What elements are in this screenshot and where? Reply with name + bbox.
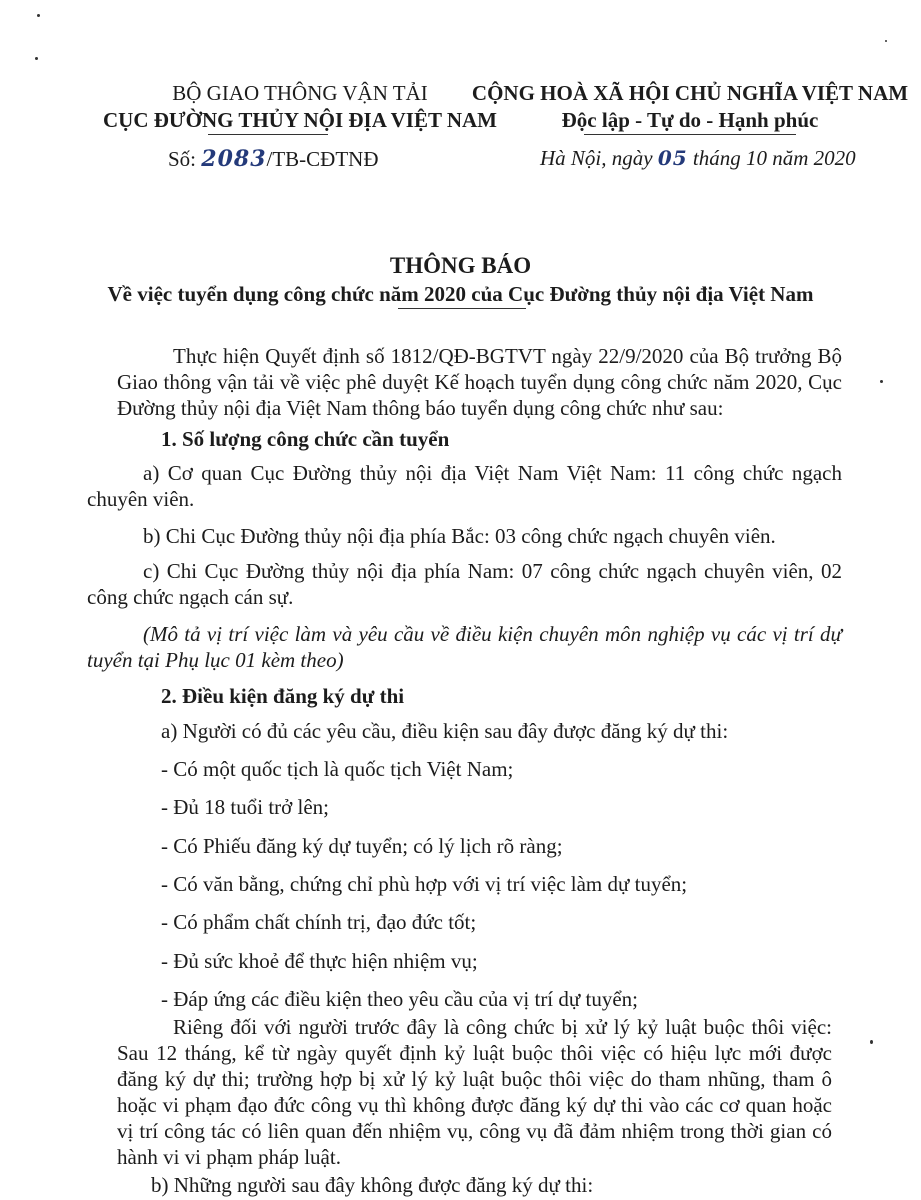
date-prefix: Hà Nội, ngày: [540, 146, 658, 170]
condition-item: - Đáp ứng các điều kiện theo yêu cầu của vị trí dự tuyển;: [161, 987, 639, 1011]
ministry-name: BỘ GIAO THÔNG VẬN TẢI: [172, 81, 428, 105]
section-1-heading: 1. Số lượng công chức cần tuyển: [161, 427, 450, 451]
section-2a: a) Người có đủ các yêu cầu, điều kiện sau đây được đăng ký dự thi:: [161, 719, 729, 743]
state-name: CỘNG HOÀ XÃ HỘI CHỦ NGHĨA VIỆT NAM: [471, 81, 909, 105]
condition-item: - Đủ sức khoẻ để thực hiện nhiệm vụ;: [161, 949, 478, 973]
document-title: THÔNG BÁO: [389, 253, 532, 278]
condition-item: - Có Phiếu đăng ký dự tuyển; có lý lịch rõ ràng;: [161, 834, 563, 858]
intro-paragraph: Thực hiện Quyết định số 1812/QĐ-BGTVT ngày 22/9/2020 của Bộ trưởng Bộ Giao thông vận tải về việc phê duyệt Kế hoạch tuyển dụng công chức năm 2020, Cục Đường thủy nội địa Việt Nam thông báo tuyển dụng công chức như sau:: [117, 344, 842, 420]
agency-name: CỤC ĐƯỜNG THỦY NỘI ĐỊA VIỆT NAM: [103, 108, 497, 132]
section-2b: b) Những người sau đây không được đăng ký dự thi:: [151, 1173, 594, 1197]
scan-speck: [880, 380, 883, 383]
condition-item: - Có phẩm chất chính trị, đạo đức tốt;: [161, 910, 477, 934]
number-prefix: Số:: [168, 147, 202, 171]
scan-speck: [35, 57, 38, 60]
section-2-heading: 2. Điều kiện đăng ký dự thi: [161, 684, 405, 708]
scan-speck: [37, 14, 40, 17]
condition-item: - Có văn bằng, chứng chỉ phù hợp với vị trí việc làm dự tuyển;: [161, 872, 688, 896]
condition-item: - Đủ 18 tuổi trở lên;: [161, 795, 329, 819]
section-1-note: (Mô tả vị trí việc làm và yêu cầu về điều kiện chuyên môn nghiệp vụ các vị trí dự tuyển tại Phụ lục 01 kèm theo): [87, 622, 842, 672]
number-suffix: /TB-CĐTNĐ: [266, 147, 379, 171]
handwritten-day: 05: [657, 146, 688, 170]
scan-speck: [885, 40, 887, 42]
section-1b: b) Chi Cục Đường thủy nội địa phía Bắc: 03 công chức ngạch chuyên viên.: [143, 524, 776, 548]
scan-speck: [870, 1040, 873, 1044]
date-suffix: tháng 10 năm 2020: [687, 146, 856, 170]
document-subtitle: Về việc tuyển dụng công chức năm 2020 của Cục Đường thủy nội địa Việt Nam: [107, 282, 814, 306]
special-case-paragraph: Riêng đối với người trước đây là công chức bị xử lý kỷ luật buộc thôi việc: Sau 12 tháng, kể từ ngày quyết định kỷ luật buộc thôi việc có hiệu lực mới được đăng ký dự thi; trường hợp bị xử lý kỷ luật buộc thôi việc do tham nhũng, tham ô hoặc vi phạm đạo đức công vụ thì không được đăng ký dự thi vào các cơ quan hoặc vị trí công tác có liên quan đến nhiệm vụ, công vụ đã đảm nhiệm trong thời gian có hành vi vi phạm pháp luật.: [117, 1015, 832, 1169]
document-body: [87, 0, 842, 1200]
section-1c: c) Chi Cục Đường thủy nội địa phía Nam: 07 công chức ngạch chuyên viên, 02 công chức ngạch cán sự.: [87, 559, 842, 609]
national-motto: Độc lập - Tự do - Hạnh phúc: [561, 108, 819, 132]
section-1a: a) Cơ quan Cục Đường thủy nội địa Việt Nam Việt Nam: 11 công chức ngạch chuyên viên.: [87, 461, 842, 511]
handwritten-number: 2083: [201, 146, 267, 172]
condition-item: - Có một quốc tịch là quốc tịch Việt Nam;: [161, 757, 514, 781]
